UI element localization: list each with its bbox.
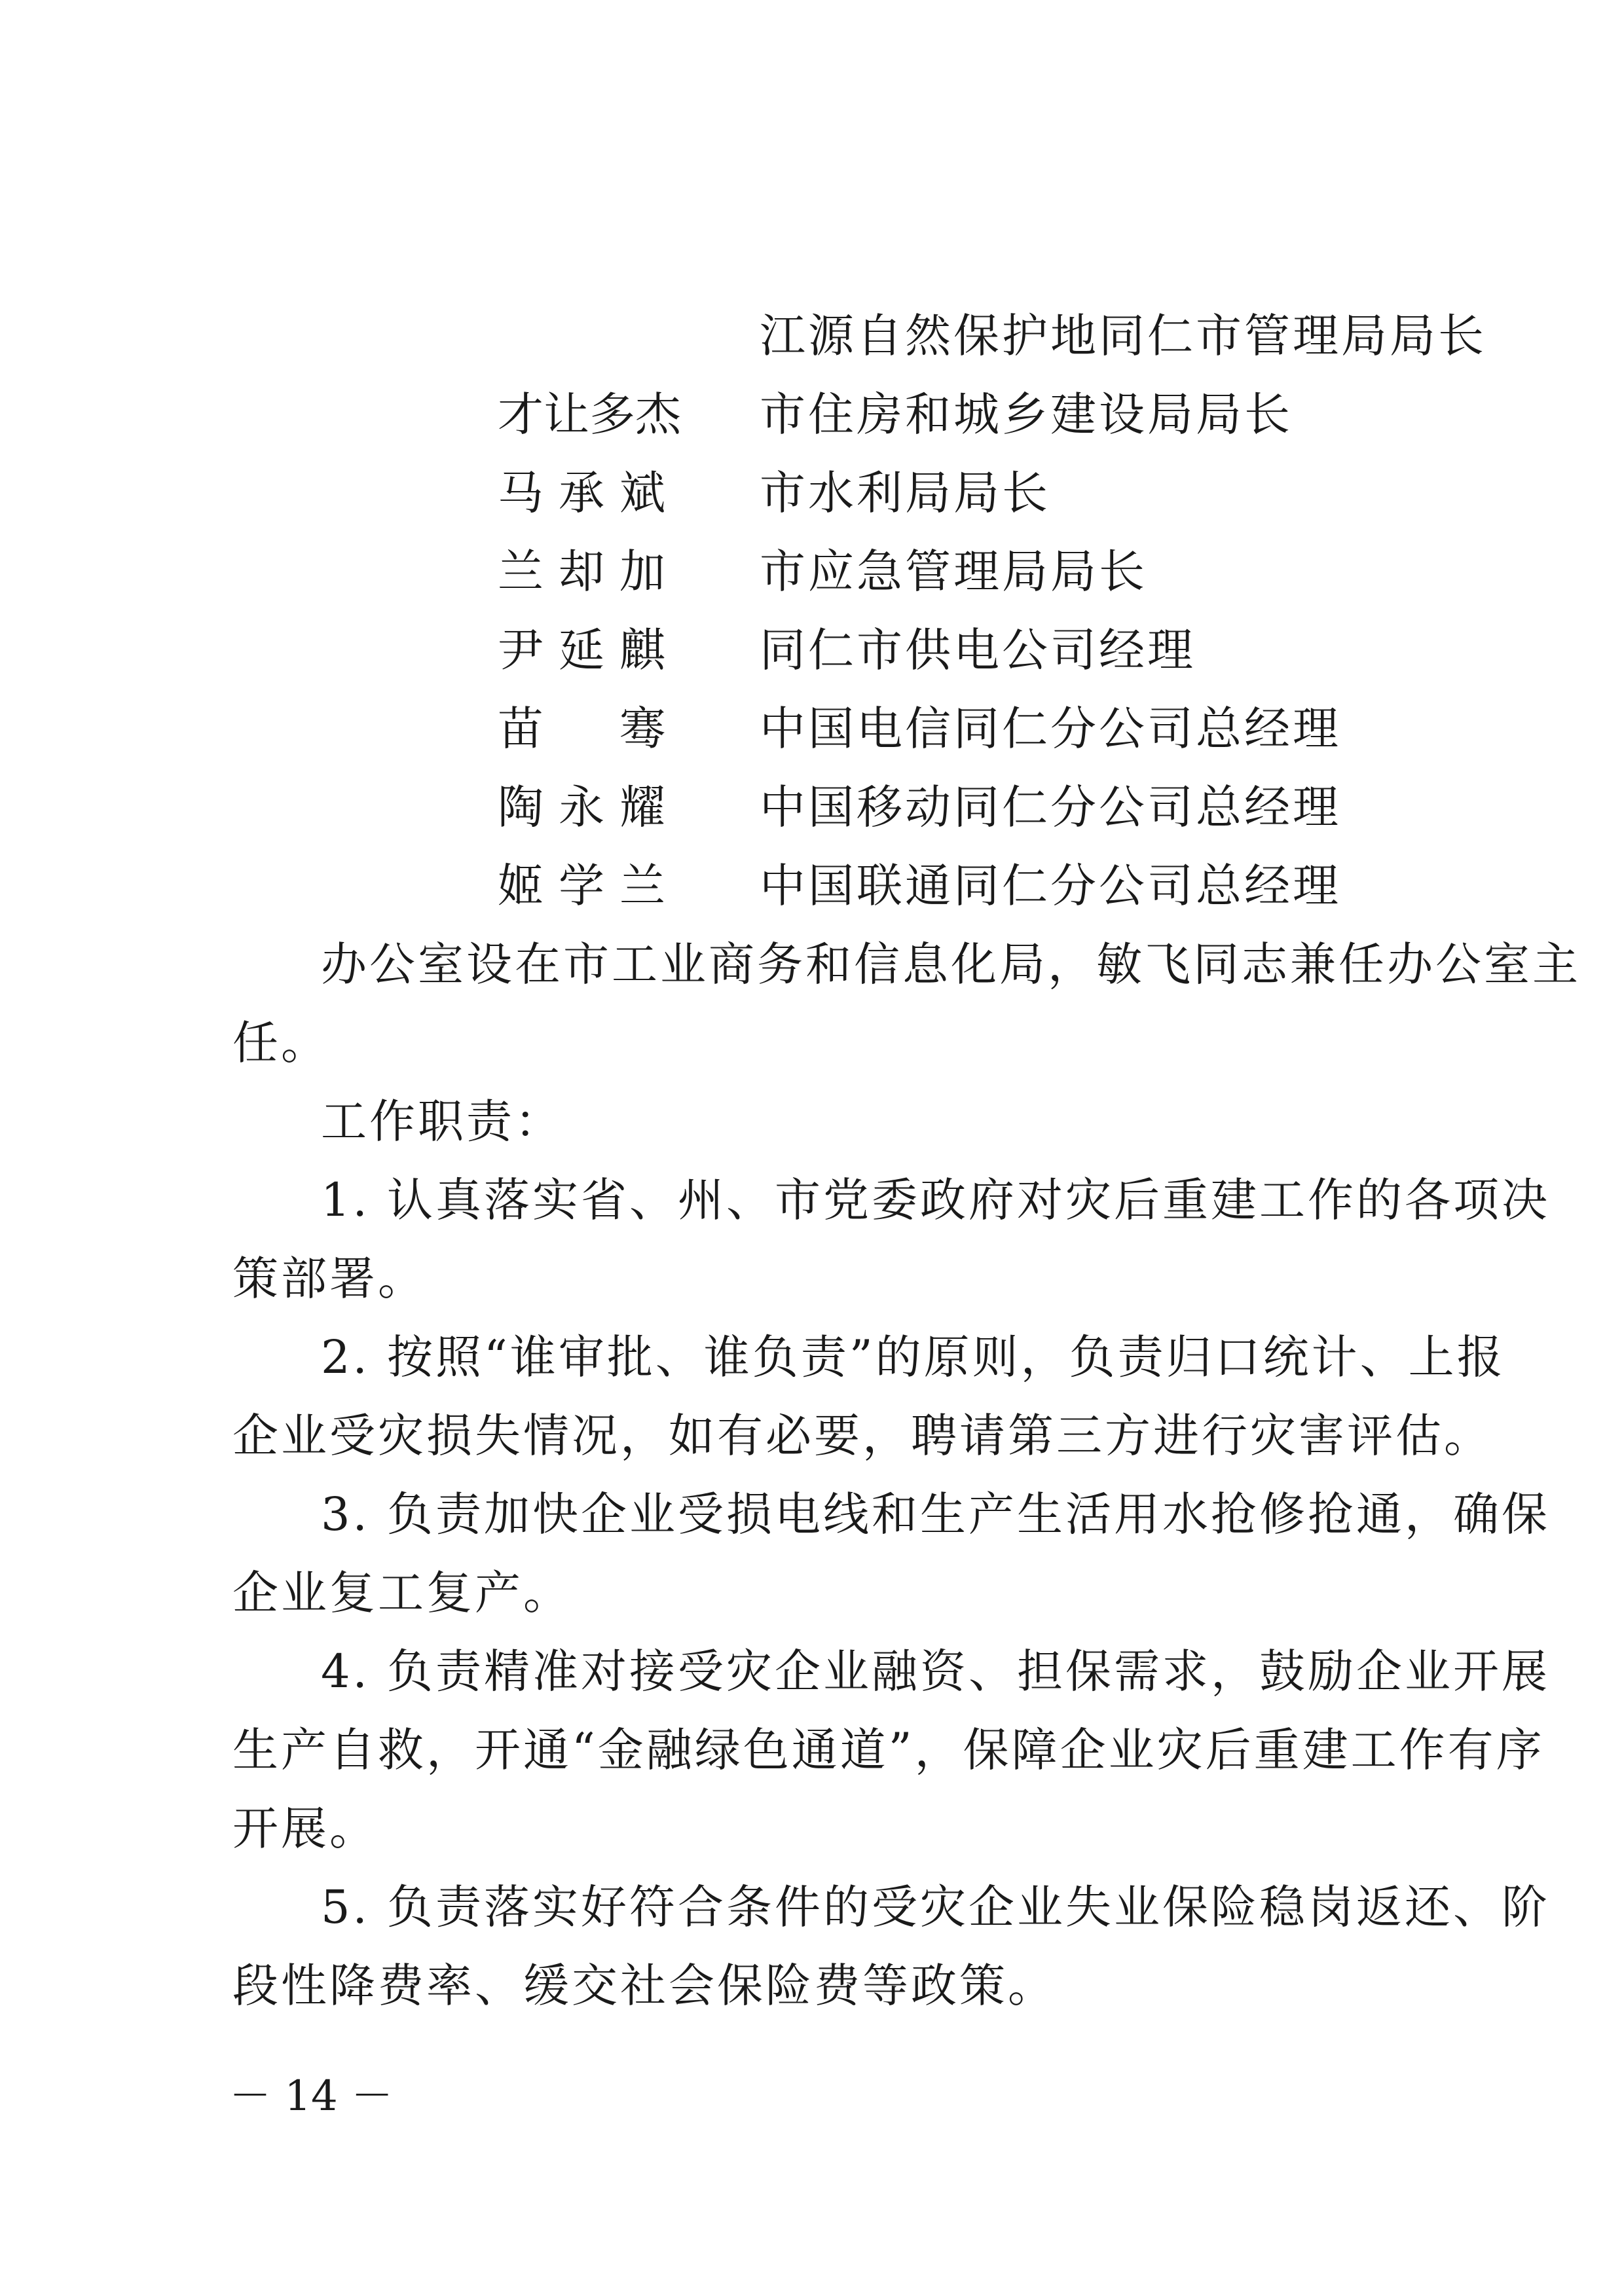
duty-item-line: 企业复工复产。	[232, 1566, 572, 1620]
duty-item-line: 2. 按照“谁审批、谁负责”的原则，负责归口统计、上报	[321, 1330, 1505, 1384]
member-title: 中国联通同仁分公司总经理	[760, 859, 1341, 913]
duty-item-line: 1. 认真落实省、州、市党委政府对灾后重建工作的各项决	[321, 1173, 1551, 1227]
member-name: 马承斌	[498, 466, 665, 520]
member-name: 兰却加	[498, 545, 665, 598]
duty-item-line: 企业受灾损失情况，如有必要，聘请第三方进行灾害评估。	[232, 1409, 1492, 1463]
member-title: 中国电信同仁分公司总经理	[760, 702, 1341, 756]
duties-heading: 工作职责：	[321, 1095, 563, 1148]
member-title: 市住房和城乡建设局局长	[760, 388, 1293, 441]
member-name: 尹延麒	[498, 623, 665, 677]
member-title: 中国移动同仁分公司总经理	[760, 780, 1341, 834]
duty-item-line: 策部署。	[232, 1252, 426, 1305]
member-title: 市水利局局长	[760, 466, 1050, 520]
member-name: 苗骞	[498, 702, 665, 756]
office-note-line: 办公室设在市工业商务和信息化局，敏飞同志兼任办公室主	[321, 938, 1581, 991]
member-name: 陶永耀	[498, 780, 665, 834]
duty-item-line: 生产自救，开通“金融绿色通道”，保障企业灾后重建工作有序	[232, 1723, 1545, 1777]
duty-item-line: 4. 负责精准对接受灾企业融资、担保需求，鼓励企业开展	[321, 1645, 1551, 1698]
duty-item-line: 开展。	[232, 1802, 378, 1855]
page-number: － 14 －	[229, 2072, 394, 2121]
duty-item-line: 3. 负责加快企业受损电线和生产生活用水抢修抢通，确保	[321, 1487, 1551, 1541]
member-title: 同仁市供电公司经理	[760, 623, 1196, 677]
member-name: 才让多杰	[498, 388, 681, 441]
duty-item-line: 段性降费率、缓交社会保险费等政策。	[232, 1959, 1056, 2013]
continued-member-title: 江源自然保护地同仁市管理局局长	[760, 309, 1486, 363]
member-name: 姬学兰	[498, 859, 665, 913]
office-note-line: 任。	[232, 1016, 329, 1070]
member-title: 市应急管理局局长	[760, 545, 1147, 598]
duty-item-line: 5. 负责落实好符合条件的受灾企业失业保险稳岗返还、阶	[321, 1880, 1551, 1934]
